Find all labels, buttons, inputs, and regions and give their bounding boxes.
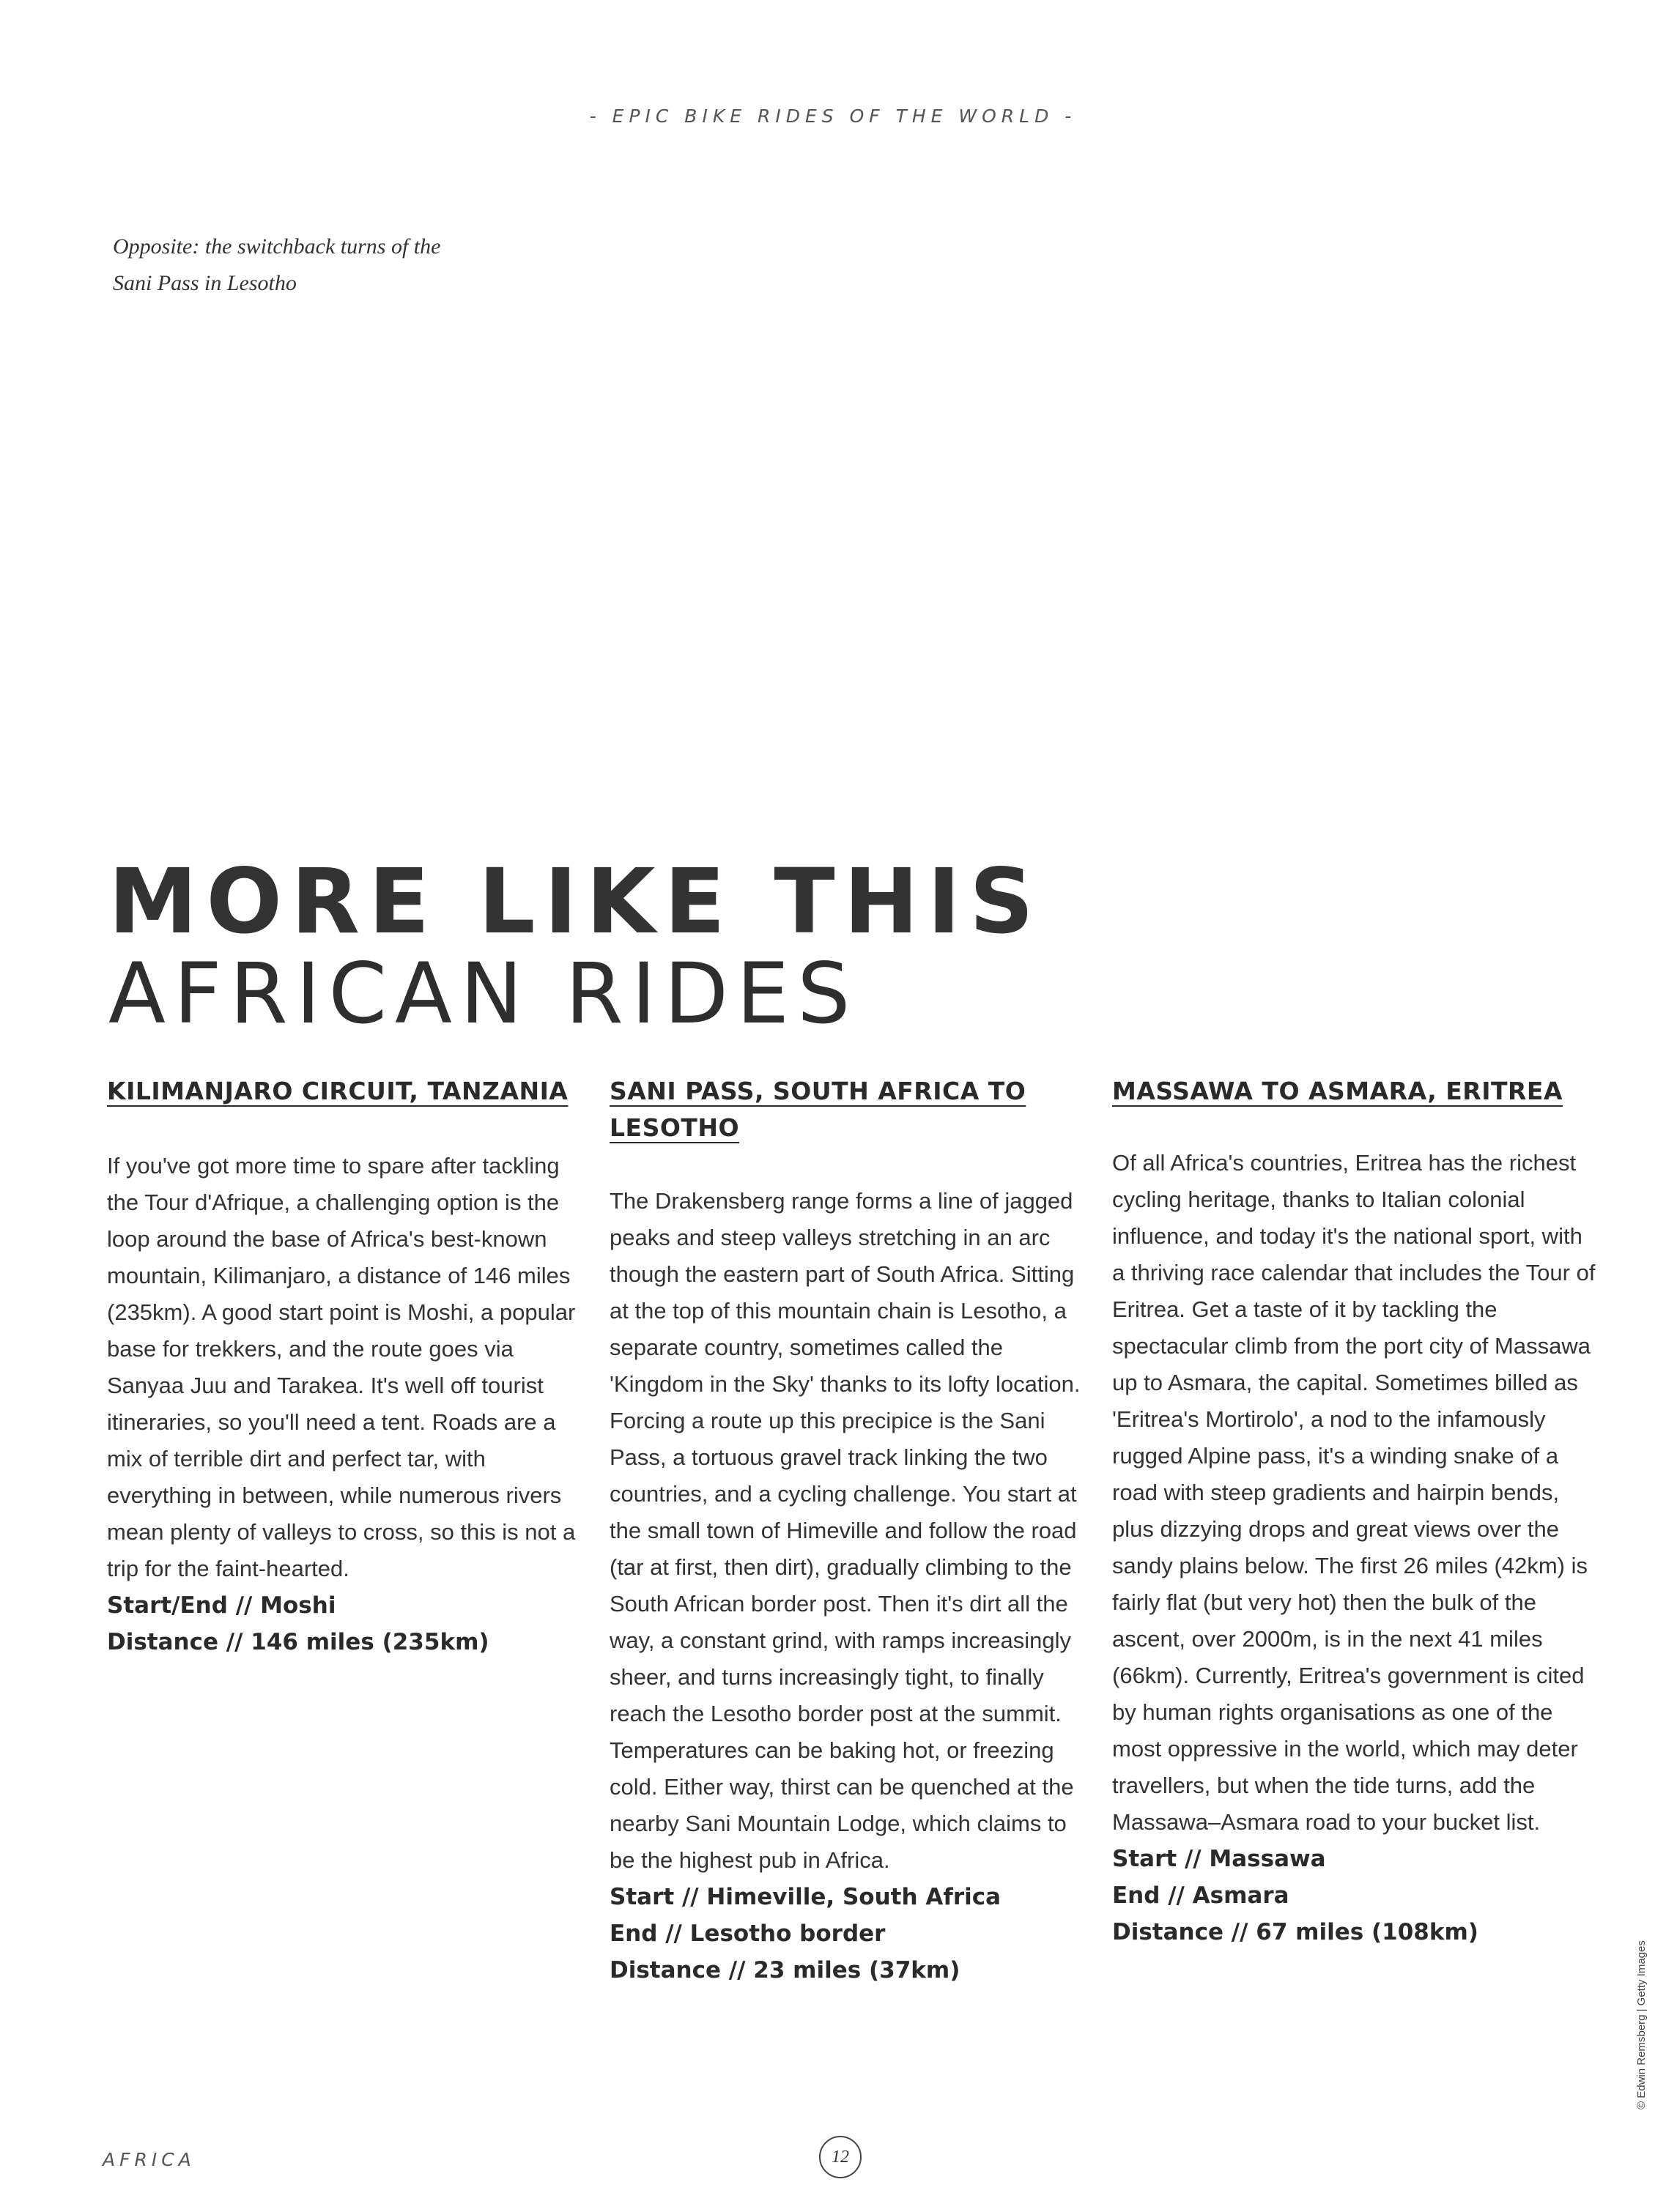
fact-distance: Distance // 146 miles (235km) (107, 1629, 489, 1655)
footer-section-label: AFRICA (103, 2149, 196, 2170)
ride-description: The Drakensberg range forms a line of jagged peaks and steep valleys stretching in an arc though the eastern part of South Africa. Sitting at the top of this mountain chain is Lesotho, a separate country, sometimes called the 'Kingdom in the Sky' thanks to its lofty location. Forcing a route up this precipice is the Sani Pass, a tortuous gravel track linking the two countries, and a cycling challenge. You start at the small town of Himeville and follow the road (tar at first, then dirt), gradually climbing to the South African border post. Then it's dirt all the way, a constant grind, with ramps increasingly sheer, and turns increasingly tight, to finally reach the Lesotho border post at the summit. Temperatures can be baking hot, or freezing cold. Either way, thirst can be quenched at the nearby Sani Mountain Lodge, which claims to be the highest pub in Africa. (610, 1188, 1081, 1873)
ride-description: Of all Africa's countries, Eritrea has the richest cycling heritage, thanks to Italian colonial influence, and today it's the national sport, with a thriving race calendar that includes the Tour of Eritrea. Get a taste of it by tackling the spectacular climb from the port city of Massawa up to Asmara, the capital. Sometimes billed as 'Eritrea's Mortirolo', a nod to the infamously rugged Alpine pass, it's a winding snake of a road with steep gradients and hairpin bends, plus dizzying drops and great views over the sandy plains below. The first 26 miles (42km) is fairly flat (but very hot) then the bulk of the ascent, over 2000m, is in the next 41 miles (66km). Currently, Eritrea's government is cited by human rights organisations as one of the most oppressive in the world, which may deter travellers, but when the tide turns, add the Massawa–Asmara road to your bucket list. (1112, 1150, 1596, 1835)
ride-title: MASSAWA TO ASMARA, ERITREA (1112, 1077, 1563, 1105)
fact-end: End // Asmara (1112, 1882, 1289, 1909)
fact-distance: Distance // 23 miles (37km) (610, 1957, 960, 1983)
fact-distance: Distance // 67 miles (108km) (1112, 1919, 1478, 1945)
ride-description: If you've got more time to spare after tackling the Tour d'Afrique, a challenging option is the loop around the base of Africa's best-known mountain, Kilimanjaro, a distance of 146 miles (235km). A good start point is Moshi, a popular base for trekkers, and the route goes via Sanyaa Juu and Tarakea. It's well off tourist itineraries, so you'll need a tent. Roads are a mix of terrible dirt and perfect tar, with everything in between, while numerous rivers mean plenty of valleys to cross, so this is not a trip for the faint-hearted. (107, 1153, 576, 1581)
ride-facts (610, 1879, 1086, 1989)
ride-facts (107, 1587, 583, 1660)
running-header: - EPIC BIKE RIDES OF THE WORLD - (589, 105, 1077, 127)
page-number: 12 (819, 2136, 862, 2178)
ride-title: KILIMANJARO CIRCUIT, TANZANIA (107, 1077, 569, 1105)
headline-more-like-this: MORE LIKE THIS (108, 850, 1043, 954)
photo-caption: Opposite: the switchback turns of the Sani Pass in Lesotho (113, 234, 441, 295)
fact-start: Start // Himeville, South Africa (610, 1884, 1002, 1910)
headline-african-rides: AFRICAN RIDES (108, 945, 859, 1042)
ride-facts (1112, 1841, 1596, 1951)
fact-end: End // Lesotho border (610, 1920, 886, 1947)
ride-column-kilimanjaro (107, 1073, 583, 1660)
photo-credit: © Edwin Remsberg | Getty Images (1635, 1940, 1648, 2109)
ride-column-sani-pass (610, 1073, 1086, 1989)
fact-start-end: Start/End // Moshi (107, 1592, 336, 1619)
fact-start: Start // Massawa (1112, 1846, 1326, 1872)
ride-title: SANI PASS, SOUTH AFRICA TO LESOTHO (610, 1077, 1026, 1142)
ride-column-massawa (1112, 1073, 1596, 1951)
